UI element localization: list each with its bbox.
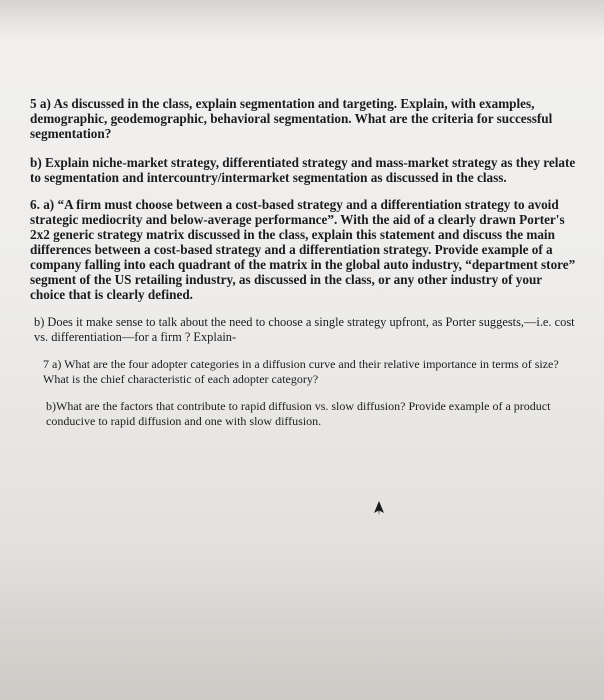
question-5b-text: b) Explain niche-market strategy, differentiated strategy and mass-market strategy as they relate to segmentation and intercountry/intermarket segmentation as discussed in the class. <box>30 155 576 185</box>
question-6a-text: 6. a) “A firm must choose between a cost-based strategy and a differentiation strategy to avoid strategic mediocrity and below-average performance”. With the aid of a clearly drawn Porter's 2x2 generic strategy matrix discussed in the class, explain this statement and discuss the main differences between a cost-based strategy and a differentiation strategy. <box>30 197 565 257</box>
question-7a: 7 a) What are the four adopter categories in a diffusion curve and their relative importance in terms of size? What is the chief characteristic of each adopter category? <box>43 357 559 386</box>
question-7b: b)What are the factors that contribute to rapid diffusion vs. slow diffusion? Provide example of a product conducive to rapid diffusion and one with slow diffusion. <box>46 399 551 428</box>
question-5a-text: 5 a) As discussed in the class, explain segmentation and targeting. Explain, with examples, demographic, geodemographic, behavioral segmentation. What are the criteria for successful segmentation? <box>30 96 553 141</box>
question-5b <box>30 155 580 185</box>
question-6a-example-text: Provide example of a company falling into each quadrant of the matrix in the global auto industry, “department store” segment of the US retailing industry, as discussed in the class, or any other industry of your choice that is clearly defined. <box>30 242 576 302</box>
mouse-pointer-icon <box>372 500 386 516</box>
question-5a <box>30 96 580 141</box>
top-shadow <box>0 0 604 40</box>
document-body <box>30 96 580 429</box>
question-6a <box>30 197 580 302</box>
question-6b: b) Does it make sense to talk about the need to choose a single strategy upfront, as Porter suggests,—i.e. cost vs. differentiation—for a firm ? Explain- <box>34 315 575 344</box>
bottom-shade <box>0 560 604 700</box>
